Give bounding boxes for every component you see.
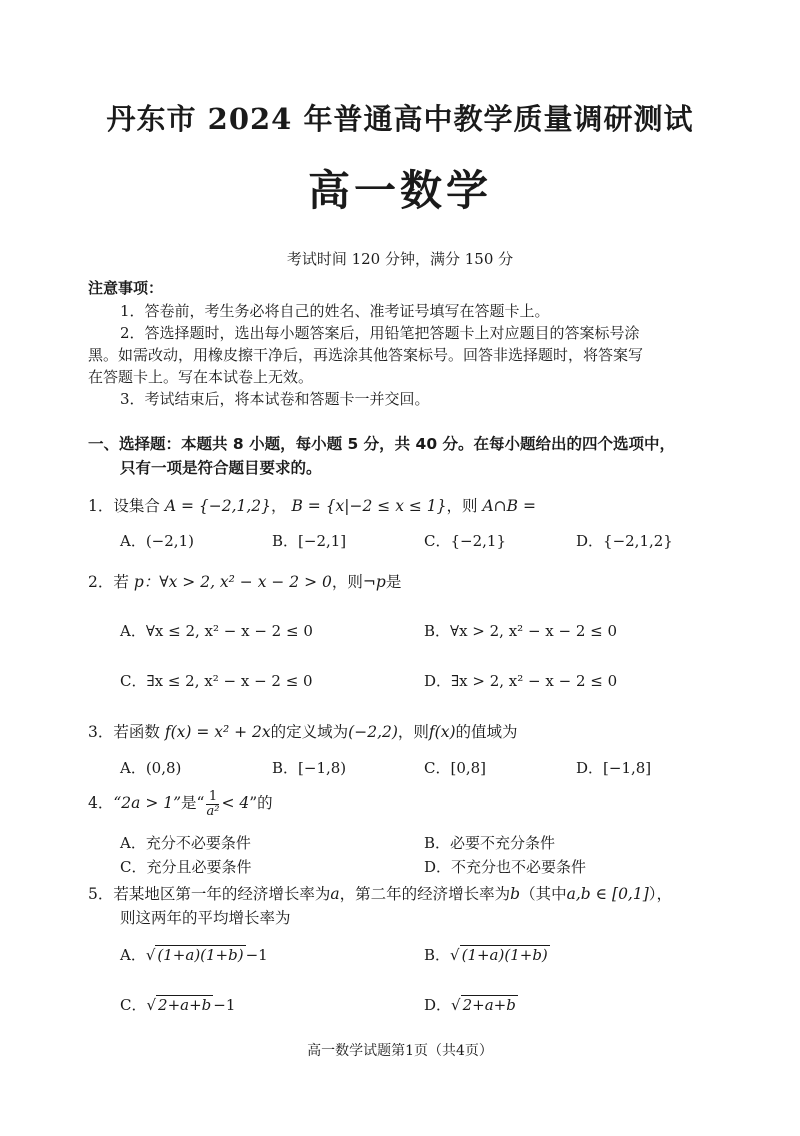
question-text: 的定义域为 xyxy=(270,723,349,741)
q5-option-a xyxy=(120,944,268,965)
fraction-denominator: a² xyxy=(206,803,220,819)
q1-option-b: B．[−2,1] xyxy=(272,532,347,550)
fraction xyxy=(206,790,219,818)
math-expression: “2a > 1” xyxy=(113,794,182,813)
question-1 xyxy=(88,494,536,516)
sqrt-icon: √ xyxy=(450,946,460,964)
subject-title: 高一数学 xyxy=(307,166,492,215)
question-text: 若某地区第一年的经济增长率为 xyxy=(113,885,331,903)
question-text: 设集合 xyxy=(113,497,160,515)
exam-title: 丹东市 2024 年普通高中教学质量调研测试 xyxy=(106,102,694,136)
sqrt-expression xyxy=(146,946,246,964)
math-expression: (−2,2) xyxy=(348,723,398,741)
question-number: 3． xyxy=(88,723,114,741)
option-label: C． xyxy=(120,996,147,1014)
sqrt-icon: √ xyxy=(145,946,156,964)
q4-option-d: D．不充分也不必要条件 xyxy=(424,858,587,876)
q1-option-a: A．(−2,1) xyxy=(120,532,194,550)
q3-option-a: A．(0,8) xyxy=(120,759,182,777)
sqrt-expression xyxy=(450,946,550,964)
q2-option-c: C．∃x ≤ 2, x² − x − 2 ≤ 0 xyxy=(120,672,313,690)
question-text: 若 xyxy=(113,573,129,591)
q5-option-b xyxy=(424,944,550,965)
question-2 xyxy=(88,570,401,592)
fraction-numerator: 1 xyxy=(206,790,219,805)
sqrt-icon: √ xyxy=(146,996,157,1014)
section-heading-line2: 只有一项是符合题目要求的。 xyxy=(120,459,322,477)
radicand: (1+a)(1+b) xyxy=(461,946,548,964)
notice-item-2-line3: 在答题卡上。写在本试卷上无效。 xyxy=(88,368,314,386)
question-number: 1． xyxy=(88,497,114,515)
question-text: ，则 xyxy=(446,497,478,515)
q4-option-b: B．必要不充分条件 xyxy=(424,834,556,852)
question-5 xyxy=(88,882,672,904)
math-expression: A∩B = xyxy=(482,497,536,515)
question-text: ，则 xyxy=(331,573,363,591)
option-tail: −1 xyxy=(213,996,236,1014)
exam-info: 考试时间 120 分钟，满分 150 分 xyxy=(286,250,514,268)
math-expression: f(x) = x² + 2x xyxy=(164,723,271,741)
q2-option-b: B．∀x > 2, x² − x − 2 ≤ 0 xyxy=(424,622,618,640)
question-number: 4． xyxy=(88,794,114,813)
math-expression: A = {−2,1,2} xyxy=(164,497,272,515)
math-variable: b xyxy=(510,885,521,903)
notice-item-1: 1．答卷前，考生务必将自己的姓名、准考证号填写在答题卡上。 xyxy=(120,302,550,320)
math-expression: f(x) xyxy=(428,723,456,741)
q1-option-d: D．{−2,1,2} xyxy=(576,532,673,550)
radicand: 2+a+b xyxy=(462,996,516,1014)
question-text: 的值域为 xyxy=(455,723,518,741)
option-tail: −1 xyxy=(245,946,268,964)
math-expression: a,b ∈ [0,1] xyxy=(566,885,649,903)
q5-option-d xyxy=(424,994,518,1015)
sqrt-expression xyxy=(451,996,518,1014)
question-text: （其中 xyxy=(520,885,567,903)
question-text: 若函数 xyxy=(113,723,160,741)
math-expression: p： xyxy=(133,573,160,591)
section-heading-line1: 一、选择题：本题共 8 小题，每小题 5 分，共 40 分。在每小题给出的四个选项中， xyxy=(88,435,676,453)
question-text: ）， xyxy=(648,885,673,903)
q2-option-a: A．∀x ≤ 2, x² − x − 2 ≤ 0 xyxy=(120,622,313,640)
question-4 xyxy=(88,790,273,818)
sqrt-icon: √ xyxy=(451,996,461,1014)
notice-item-2-line2: 黑。如需改动，用橡皮擦干净后，再选涂其他答案标号。回答非选择题时，将答案写 xyxy=(88,346,644,364)
q3-option-d: D．[−1,8] xyxy=(576,759,652,777)
q2-option-d: D．∃x > 2, x² − x − 2 ≤ 0 xyxy=(424,672,618,690)
question-text: 是 xyxy=(181,794,197,813)
question-5-line2: 则这两年的平均增长率为 xyxy=(120,909,291,927)
math-expression: < 4 xyxy=(221,794,250,813)
question-text: “ xyxy=(196,794,205,813)
notice-item-2-line1: 2．答选择题时，选出每小题答案后，用铅笔把答题卡上对应题目的答案标号涂 xyxy=(120,324,640,342)
option-label: B． xyxy=(424,946,451,964)
q4-option-c: C．充分且必要条件 xyxy=(120,858,252,876)
question-number: 2． xyxy=(88,573,114,591)
question-text: ，则 xyxy=(397,723,429,741)
sqrt-expression xyxy=(146,996,213,1014)
question-number: 5． xyxy=(88,885,114,903)
radicand: (1+a)(1+b) xyxy=(157,946,244,964)
option-label: A． xyxy=(120,946,146,964)
q5-option-c xyxy=(120,994,235,1015)
question-3 xyxy=(88,720,518,742)
question-text: 的 xyxy=(257,794,273,813)
q4-option-a: A．充分不必要条件 xyxy=(120,834,251,852)
math-variable: a xyxy=(330,885,340,903)
math-expression: B = {x|−2 ≤ x ≤ 1} xyxy=(291,497,447,515)
math-expression: ¬p xyxy=(362,573,386,591)
radicand: 2+a+b xyxy=(158,996,212,1014)
option-label: D． xyxy=(424,996,452,1014)
q3-option-b: B．[−1,8) xyxy=(272,759,347,777)
question-text: 是 xyxy=(385,573,402,591)
q3-option-c: C．[0,8] xyxy=(424,759,487,777)
question-text: ” xyxy=(249,794,258,813)
question-text: ，第二年的经济增长率为 xyxy=(339,885,511,903)
q1-option-c: C．{−2,1} xyxy=(424,532,506,550)
notice-item-3: 3．考试结束后，将本试卷和答题卡一并交回。 xyxy=(120,390,430,408)
question-text: ， xyxy=(271,497,287,515)
math-expression: ∀x > 2, x² − x − 2 > 0 xyxy=(159,573,332,591)
notice-title: 注意事项： xyxy=(88,279,164,297)
page-footer: 高一数学试题第1页（共4页） xyxy=(307,1043,493,1059)
